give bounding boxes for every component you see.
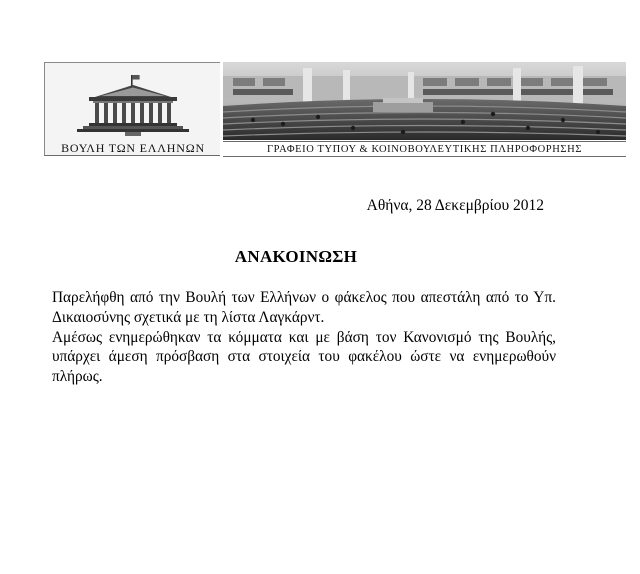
logo-caption: ΒΟΥΛΗ ΤΩΝ ΕΛΛΗΝΩΝ	[61, 141, 205, 155]
document-body	[52, 288, 556, 387]
parliament-building-icon	[75, 73, 191, 137]
letterhead	[44, 62, 626, 158]
paragraph-2: Αμέσως ενημερώθηκαν τα κόμματα και με βάση τον Κανονισμό της Βουλής, υπάρχει άμεση πρόσβαση στα στοιχεία του φακέλου ώστε να ενημερωθούν πλήρως.	[52, 328, 556, 386]
logo-panel	[44, 62, 220, 156]
parliament-chamber-photo	[223, 62, 626, 140]
document-date: Αθήνα, 28 Δεκεμβρίου 2012	[366, 197, 544, 214]
office-caption: ΓΡΑΦΕΙΟ ΤΥΠΟΥ & ΚΟΙΝΟΒΟΥΛΕΥΤΙΚΗΣ ΠΛΗΡΟΦΟΡΗΣΗΣ	[223, 141, 626, 157]
paragraph-1: Παρελήφθη από την Βουλή των Ελλήνων ο φάκελος που απεστάλη από το Υπ. Δικαιοσύνης σχετικά με τη λίστα Λαγκάρντ.	[52, 289, 556, 326]
document-title: ΑΝΑΚΟΙΝΩΣΗ	[234, 247, 358, 266]
chamber-image-icon	[223, 62, 626, 140]
